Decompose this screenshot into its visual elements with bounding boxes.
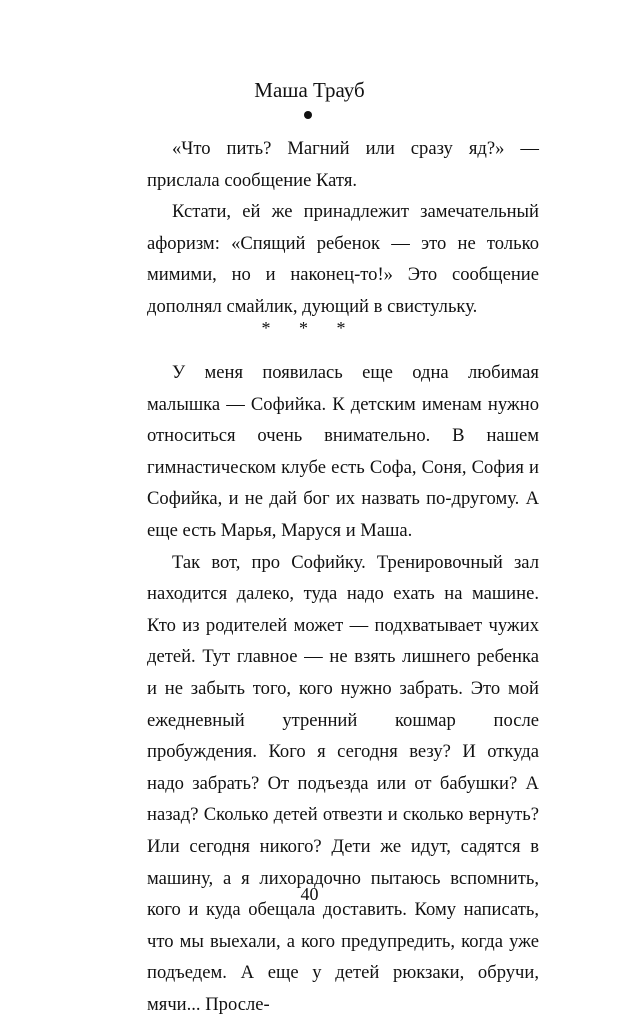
paragraph-aphorism: Кстати, ей же принадлежит замечательный афоризм: «Спящий ребенок — это не только мимими, но и наконец-то!» Это сообщение дополнял смайлик, дующий в свистульку. <box>147 201 539 317</box>
text-block-top <box>147 133 539 323</box>
page-number: 40 <box>300 884 319 904</box>
paragraph-sofiyka-intro: У меня появилась еще одна любимая малышка — Софийка. К детским именам нужно относиться очень внимательно. В нашем гимнастическом клубе есть Софа, Соня, София и Софийка, и не дай бог их назвать по-другому. А еще есть Марья, Маруся и Маша. <box>147 362 539 541</box>
paragraph-training-hall: Так вот, про Софийку. Тренировочный зал находится далеко, туда надо ехать на машине. Кто из родителей может — подхватывает чужих детей. Тут главное — не взять лишнего ребенка и не забыть того, кого нужно забрать. Это мой ежедневный утренний кошмар после пробуждения. Кого я сегодня везу? И откуда надо забрать? От подъезда или от бабушки? А назад? Сколько детей отвезти и сколько вернуть? Или сегодня никого? Дети же идут, садятся в машину, а я лихорадочно пытаюсь вспомнить, кого и куда обещала доставить. Кому написать, что мы выехали, а кого предупредить, когда уже подъедем. А еще у детей рюкзаки, обручи, мячи... Просле- <box>147 551 539 1015</box>
paragraph-katya-message: «Что пить? Магний или сразу яд?» — прислала сообщение Катя. <box>147 138 539 191</box>
text-block-main <box>147 357 539 1020</box>
running-header-author: Маша Трауб <box>254 78 365 102</box>
header-bullet-ornament <box>304 111 312 119</box>
section-separator: * * * <box>261 318 358 338</box>
